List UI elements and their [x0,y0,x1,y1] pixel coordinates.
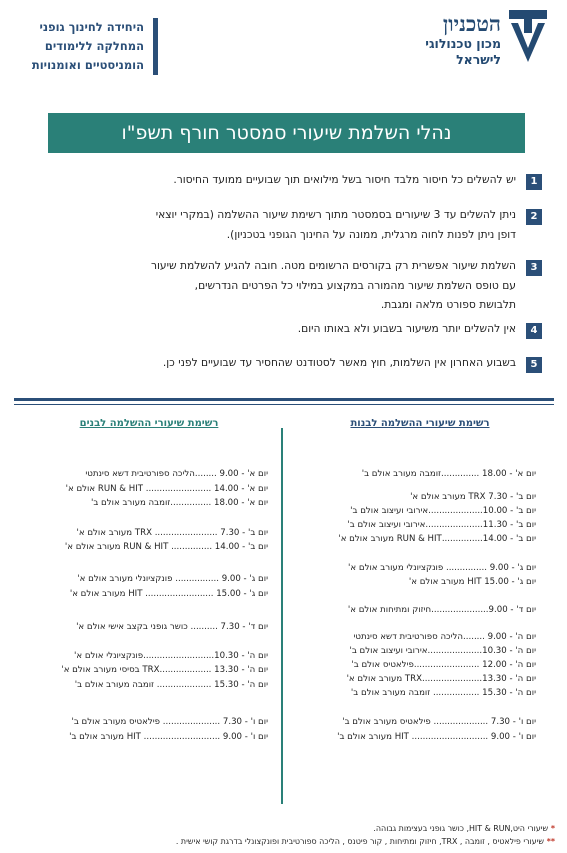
schedule-entry: יום ו' - 9.00 ............................ HIT מעורב אולם ב' [69,732,268,742]
logo-subtitle-line-2: לישראל [456,52,501,67]
rule-item [82,205,542,244]
schedule-entry: יום ה' - 10.30..........................פונקציונלי אולם א' [74,651,268,661]
footnote [0,822,555,835]
rule-number-badge: 1 [526,174,542,190]
page-header [0,10,567,80]
schedule-entry: יום ו' - 9.00 ............................ HIT מעורב אולם ב' [337,732,536,742]
rule-text: בשבוע האחרון אין השלמות, חוץ מאשר לסטודנט שהחסיר עד שבועיים לפני כן. [162,356,516,369]
rule-item [82,170,542,190]
schedule-entry: יום ה' - 10.30....................אירובי ועיצוב אולם ב' [349,646,536,656]
page-title: נהלי השלמת שיעורי סמסטר חורף תשפ"ו [48,113,525,153]
schedule-entry: יום ה' - 9.00 ........הליכה ספורטיבית דשא סינתטי [353,632,536,642]
department-line-1: היחידה לחינוך גופני [39,20,144,34]
column-divider [281,428,283,804]
schedule-entry: יום ב' - 14.00 ............... RUN & HIT מעורב אולם א' [64,542,268,552]
schedule-entry: יום ג' - 15.00 ......................... HIT מעורב אולם א' [69,589,268,599]
schedule-entry: יום ג' - 9.00 ................ פונקציונלי מעורב אולם א' [77,574,268,584]
rule-item [82,353,542,373]
schedule-entry: יום ו' - 7.30 ..................... פילאטיס מעורב אולם ב' [71,717,268,727]
schedule-entry: יום א' - 18.00 ..............זומבה מעורב אולם ב' [361,469,536,479]
rule-text: ניתן להשלים עד 3 שיעורים בסמסטר מתוך רשימת שיעור ההשלמה (במקרי יוצאי דופן ניתן לפנות לחוה מרגלית, ממונה על החינוך הגופני בטכניון). [155,208,516,241]
section-divider-thin [14,404,554,405]
schedule-entry: יום ג' - 15.00 HIT מעורב אולם א' [408,577,536,587]
footnote-asterisk: * [548,824,555,833]
schedule-entry: יום ה' - 13.30......................TRX מעורב אולם א' [346,674,536,684]
schedule-entry: יום ב' - 7.30 TRX מעורב אולם א' [410,492,536,502]
schedule-entry: יום ה' - 15.30 .................... זומבה מעורב אולם ב' [74,680,268,690]
rule-item [82,256,542,315]
schedule-entry: יום ד' - 7.30 .......... כושר גופני בקצב אישי אולם א' [76,622,268,632]
rule-number-badge: 5 [526,357,542,373]
footnotes [0,822,555,848]
boys-schedule-title: רשימת שיעורי ההשלמה לבנים [79,418,219,429]
logo-text [425,12,501,68]
girls-schedule-title: רשימת שיעורי ההשלמה לבנות [350,418,490,429]
section-divider-thick [14,398,554,401]
rule-text: השלמת שיעור אפשרית רק בקורסים הרשומים מטה. חובה להגיע להשלמת שיעור עם טופס השלמת שיעור מהמורה במקצוע במילוי כל הפרטים הנדרשים, תלבושת ספורט מלאה ומגבת. [150,259,516,311]
schedule-entry: יום ב' - 7.30 ....................... TRX מעורב אולם א' [76,528,268,538]
schedule-entry: יום ב' - 14.00...............RUN & HIT מעורב אולם א' [338,534,536,544]
department-line-2: המחלקה ללימודים [44,39,144,53]
schedule-entry: יום ה' - 13.30 ...................TRX בסיסי מעורב אולם א' [61,665,268,675]
schedule-entry: יום א' - 14.00 ........................ RUN & HIT אולם א' [65,484,268,494]
schedule-entry: יום ב' - 11.30.....................אירובי ועיצוב אולם ב' [347,520,536,530]
schedule-entry: יום ה' - 15.30 ................. זומבה מעורב אולם ב' [350,688,536,698]
footnote-text: שיעורי היט,HIT & RUN, כושר גופני בעצימות גבוהה. [373,824,549,833]
schedule-entry: יום ה' - 12.00 ........................פילאטיס אולם ב' [351,660,536,670]
schedule-entry: יום א' - 18.00 ...............זומבה מעורב אולם ב' [90,498,268,508]
footnote [0,835,555,848]
schedule-entry: יום ב' - 10.00....................אירובי ועיצוב אולם ב' [350,506,536,516]
department-line-3: הומניסטיים ואומנויות [31,58,144,72]
schedule-entry: יום ו' - 7.30 .................... פילאטיס מעורב אולם ב' [342,717,536,727]
rule-item [82,319,542,339]
rule-number-badge: 4 [526,323,542,339]
technion-logo-icon [509,10,547,68]
rule-number-badge: 3 [526,260,542,276]
rule-number-badge: 2 [526,209,542,225]
schedule-entry: יום ד' - 9.00.....................חיזוק ומתיחות אולם א' [347,605,536,615]
schedule-entry: יום א' - 9.00 ........הליכה ספורטיבית דשא סינתטי [85,469,268,479]
logo-name: הטכניון [442,11,501,36]
schedule-entry: יום ג' - 9.00 ............... פונקציונלי מעורב אולם א' [348,563,536,573]
footnote-asterisk: ** [544,837,555,846]
rule-text: יש להשלים כל חיסור מלבד חיסור בשל מילואים תוך שבועיים ממועד החיסור. [173,173,516,186]
logo-subtitle-line-1: מכון טכנולוגי [425,36,501,51]
footnote-text: שיעורי פילאטיס , זומבה , TRX, חיזוק ומתיחות , קור פיטנס , הליכה ספורטיבית ופונקצונלי בדרגת קושי אישית . [175,837,544,846]
rule-text: אין להשלים יותר משיעור בשבוע ולא באותו היום. [297,322,516,335]
department-name [10,18,158,75]
